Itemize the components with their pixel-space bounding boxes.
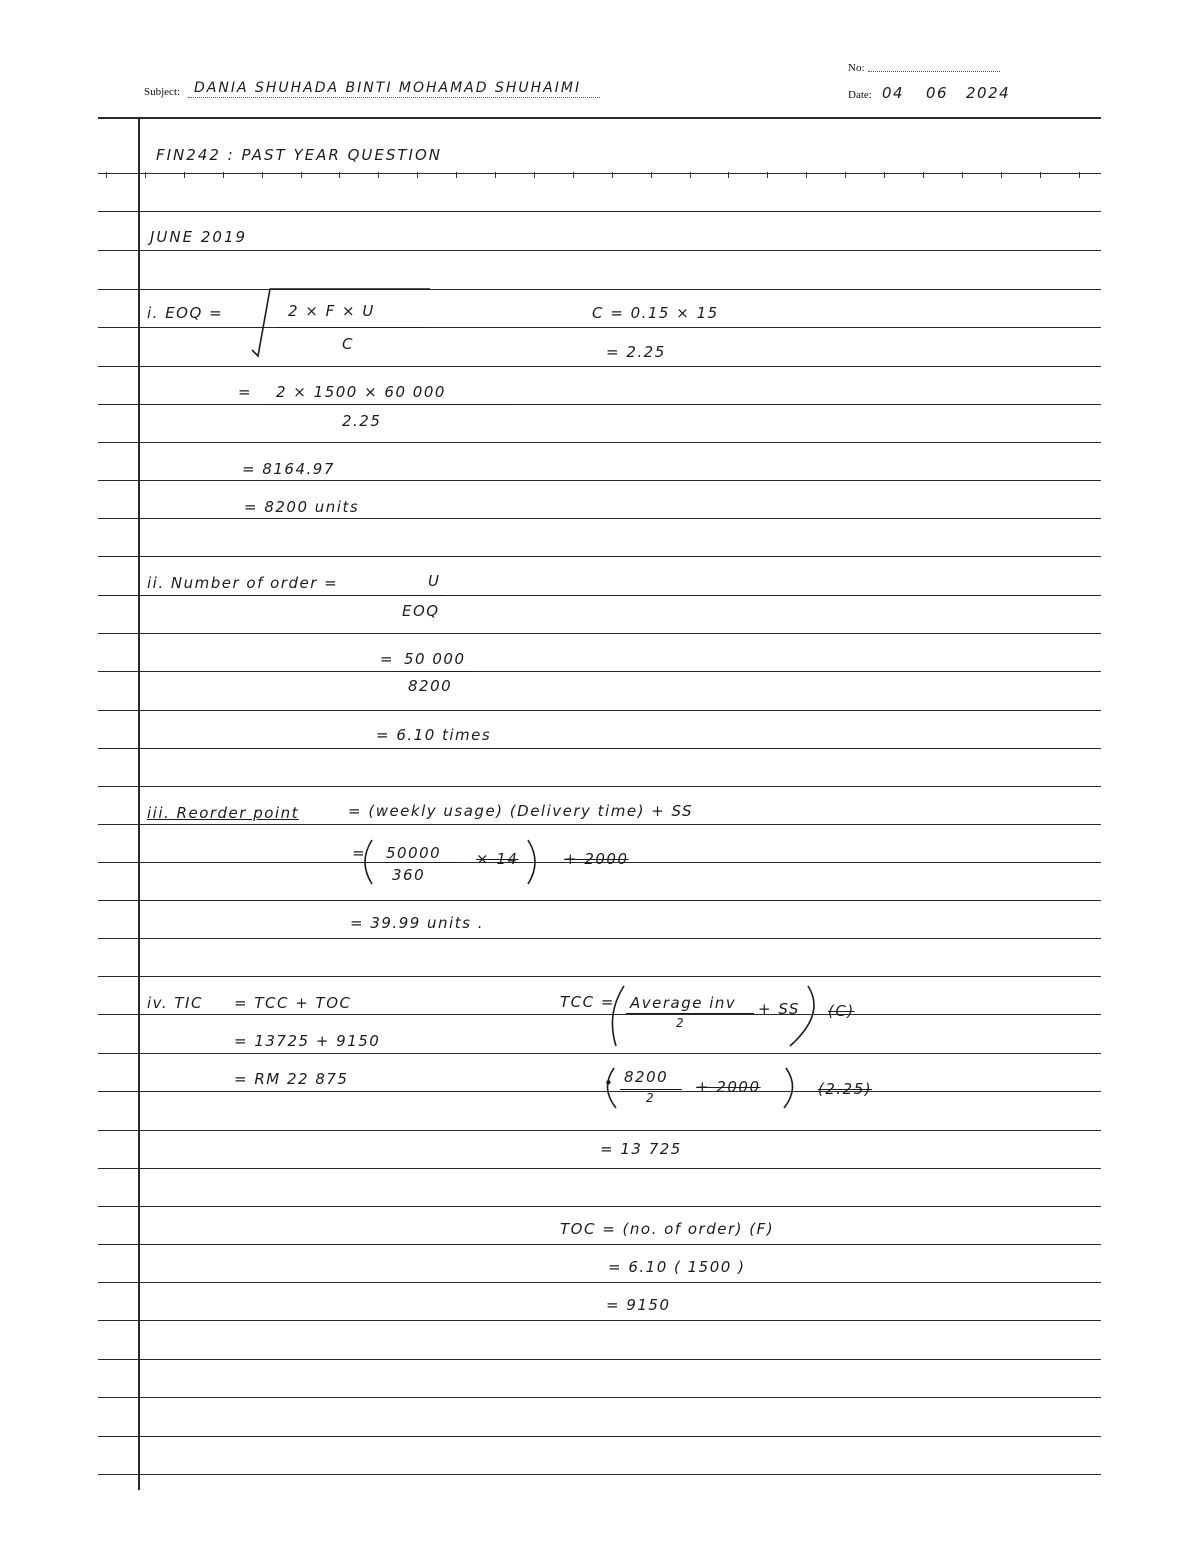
reorder-sub-multiplier: × 14 xyxy=(476,850,519,868)
subject-label: Subject: xyxy=(144,86,181,98)
eoq-denominator: C xyxy=(342,335,354,353)
c-value: = 2.25 xyxy=(606,343,666,361)
toc-result: = 9150 xyxy=(606,1296,671,1314)
eoq-label: i. EOQ = xyxy=(147,304,224,322)
date-year: 2024 xyxy=(966,84,1011,102)
orders-sub-numerator: 50 000 xyxy=(404,650,466,668)
date-label: Date: xyxy=(848,89,872,101)
eoq-result-units: = 8200 units xyxy=(244,498,360,516)
orders-sub-denominator: 8200 xyxy=(408,677,453,695)
tcc-sub-equals: • xyxy=(604,1074,615,1092)
orders-result: = 6.10 times xyxy=(376,726,492,744)
reorder-sub-denominator: 360 xyxy=(392,866,426,884)
tcc-result: = 13 725 xyxy=(600,1140,682,1158)
eoq-sub-denominator: 2.25 xyxy=(342,412,382,430)
tcc-sub-cost: (2.25) xyxy=(818,1080,873,1098)
eoq-sub-numerator: 2 × 1500 × 60 000 xyxy=(276,383,446,401)
no-label: No: xyxy=(848,62,865,74)
page-title: FIN242 : PAST YEAR QUESTION xyxy=(156,146,442,164)
eoq-equals: = xyxy=(238,383,253,401)
tcc-denominator: 2 xyxy=(676,1016,686,1030)
tcc-cost: (C) xyxy=(828,1002,855,1020)
exam-label: JUNE 2019 xyxy=(150,228,248,246)
tcc-fraction-line xyxy=(626,1013,754,1014)
reorder-result: = 39.99 units . xyxy=(350,914,484,932)
tic-label: iv. TIC xyxy=(147,994,203,1012)
orders-numerator: U xyxy=(428,572,441,590)
eoq-result-raw: = 8164.97 xyxy=(242,460,335,478)
date-day: 04 xyxy=(882,84,905,102)
tcc-numerator: Average inv xyxy=(630,994,737,1012)
tic-line3: = RM 22 875 xyxy=(234,1070,349,1088)
orders-denominator: EOQ xyxy=(402,602,440,620)
c-formula: C = 0.15 × 15 xyxy=(592,304,719,322)
tcc-sub-denominator: 2 xyxy=(646,1091,656,1105)
tcc-plus-ss: + SS xyxy=(758,1000,800,1018)
tcc-label: TCC = xyxy=(560,993,615,1011)
toc-formula: TOC = (no. of order) (F) xyxy=(560,1220,775,1238)
reorder-label: iii. Reorder point xyxy=(147,804,299,822)
tic-line1: = TCC + TOC xyxy=(234,994,352,1012)
reorder-formula: = (weekly usage) (Delivery time) + SS xyxy=(348,802,694,820)
orders-equals: = xyxy=(380,650,395,668)
toc-substitution: = 6.10 ( 1500 ) xyxy=(608,1258,746,1276)
date-month: 06 xyxy=(926,84,949,102)
reorder-equals: = xyxy=(352,844,367,862)
tcc-sub-add: + 2000 xyxy=(696,1078,761,1096)
tcc-sub-fraction-line xyxy=(620,1089,682,1090)
subject-value: DANIA SHUHADA BINTI MOHAMAD SHUHAIMI xyxy=(194,80,582,96)
reorder-sub-add: + 2000 xyxy=(564,850,629,868)
tic-line2: = 13725 + 9150 xyxy=(234,1032,381,1050)
reorder-sub-numerator: 50000 xyxy=(386,844,442,862)
eoq-numerator: 2 × F × U xyxy=(288,302,375,320)
tcc-sub-numerator: 8200 xyxy=(624,1068,669,1086)
orders-label: ii. Number of order = xyxy=(147,574,339,592)
